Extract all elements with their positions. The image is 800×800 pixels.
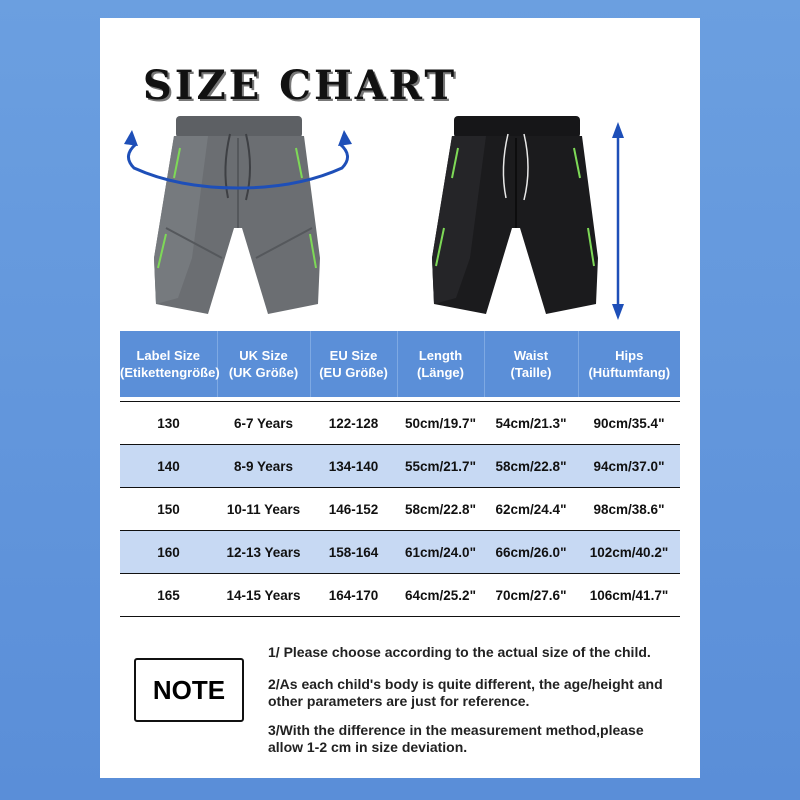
table-cell: 134-140 — [310, 445, 397, 488]
table-cell: 106cm/41.7" — [578, 574, 680, 617]
header-uk-size: UK Size (UK Größe) — [217, 331, 310, 397]
table-cell: 10-11 Years — [217, 488, 310, 531]
table-cell: 160 — [120, 531, 217, 574]
table-cell: 90cm/35.4" — [578, 402, 680, 445]
table-cell: 122-128 — [310, 402, 397, 445]
table-row — [120, 531, 680, 574]
table-cell: 58cm/22.8" — [484, 445, 578, 488]
header-length: Length (Länge) — [397, 331, 484, 397]
table-cell: 66cm/26.0" — [484, 531, 578, 574]
header-waist: Waist (Taille) — [484, 331, 578, 397]
header-label-size: Label Size (Etikettengröße) — [120, 331, 217, 397]
table-cell: 146-152 — [310, 488, 397, 531]
table-cell: 164-170 — [310, 574, 397, 617]
table-cell: 102cm/40.2" — [578, 531, 680, 574]
grey-shorts-image — [118, 108, 358, 324]
table-row — [120, 402, 680, 445]
table-row — [120, 445, 680, 488]
table-cell: 62cm/24.4" — [484, 488, 578, 531]
table-row — [120, 574, 680, 617]
table-cell: 64cm/25.2" — [397, 574, 484, 617]
header-eu-size: EU Size (EU Größe) — [310, 331, 397, 397]
vertical-double-arrow-icon — [612, 122, 624, 320]
note-item-2: 2/As each child's body is quite different, the age/height and other parameters are just for reference. — [268, 676, 663, 709]
table-cell: 6-7 Years — [217, 402, 310, 445]
table-cell: 130 — [120, 402, 217, 445]
table-cell: 50cm/19.7" — [397, 402, 484, 445]
table-cell: 98cm/38.6" — [578, 488, 680, 531]
table-cell: 14-15 Years — [217, 574, 310, 617]
size-table — [120, 331, 680, 618]
table-cell: 54cm/21.3" — [484, 402, 578, 445]
header-hips: Hips (Hüftumfang) — [578, 331, 680, 397]
table-cell: 55cm/21.7" — [397, 445, 484, 488]
note-item-3: 3/With the difference in the measurement method,please allow 1-2 cm in size deviation. — [268, 722, 644, 755]
table-cell: 58cm/22.8" — [397, 488, 484, 531]
note-label: NOTE — [134, 658, 244, 722]
table-cell: 61cm/24.0" — [397, 531, 484, 574]
note-item-1: 1/ Please choose according to the actual size of the child. — [268, 644, 651, 660]
table-cell: 8-9 Years — [217, 445, 310, 488]
table-header-row — [120, 331, 680, 397]
table-cell: 70cm/27.6" — [484, 574, 578, 617]
table-cell: 150 — [120, 488, 217, 531]
table-cell: 158-164 — [310, 531, 397, 574]
black-shorts-image — [412, 108, 642, 324]
table-row — [120, 488, 680, 531]
table-cell: 12-13 Years — [217, 531, 310, 574]
table-cell: 165 — [120, 574, 217, 617]
table-cell: 94cm/37.0" — [578, 445, 680, 488]
table-cell: 140 — [120, 445, 217, 488]
page-title: SIZE CHART — [142, 62, 458, 109]
